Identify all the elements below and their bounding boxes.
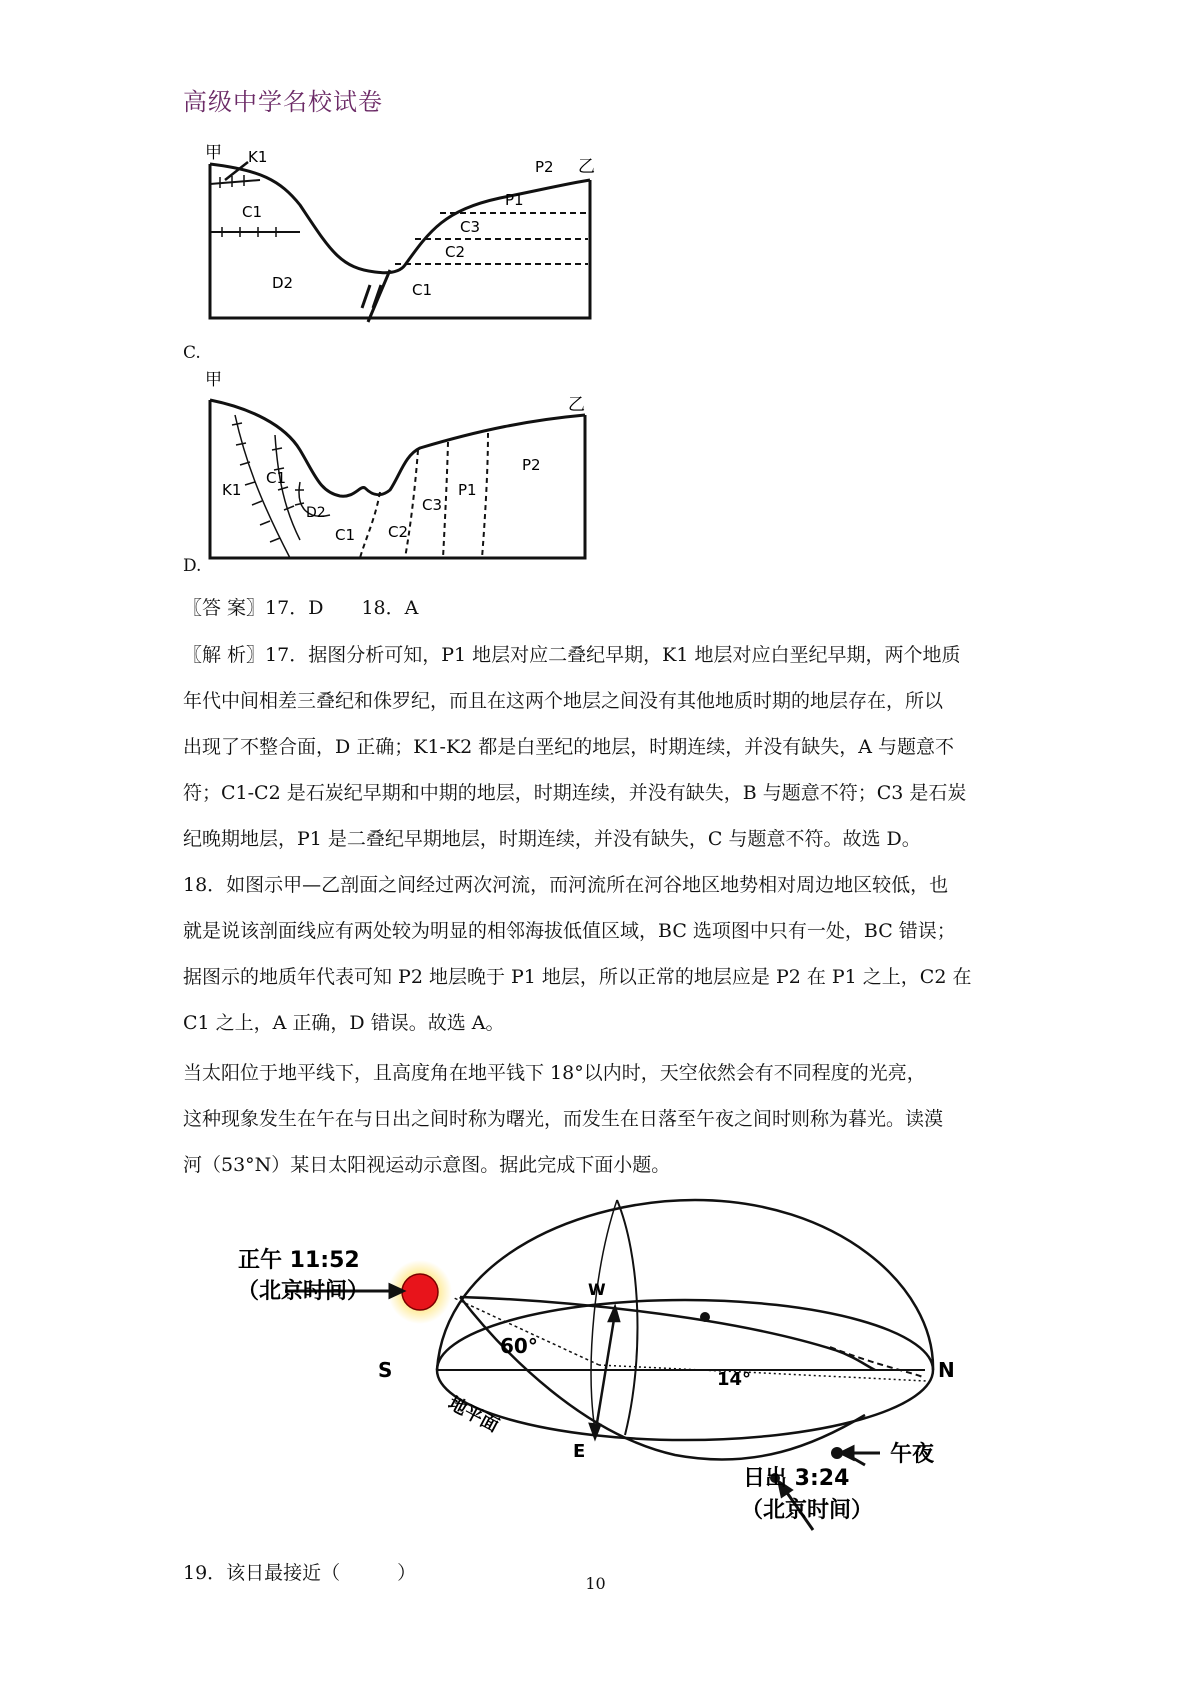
option-d-label: D. <box>183 556 202 576</box>
label-c1-right-c: C1 <box>412 281 433 299</box>
sunrise-sub-label: （北京时间） <box>741 1498 874 1523</box>
label-s: S <box>378 1358 393 1382</box>
sun-position-dot <box>700 1312 710 1322</box>
label-c2-c: C2 <box>445 243 466 261</box>
geologic-section-c <box>200 143 650 350</box>
analysis-line: 〖解 析〗17．据图分析可知，P1 地层对应二叠纪早期，K1 地层对应白垩纪早期，两个地质 <box>183 644 961 666</box>
label-c1-left-c: C1 <box>242 203 263 221</box>
label-p2-c: P2 <box>535 158 554 176</box>
label-d2-d: D2 <box>306 505 326 521</box>
label-p1-c: P1 <box>505 191 524 209</box>
intro-block <box>183 1050 1023 1188</box>
analysis-line: 年代中间相差三叠纪和侏罗纪，而且在这两个地层之间没有其他地质时期的地层存在，所以 <box>183 690 944 712</box>
analysis-block <box>183 632 1023 1046</box>
intro-line: 河（53°N）某日太阳视运动示意图。据此完成下面小题。 <box>183 1154 671 1176</box>
label-c1-left-d: C1 <box>266 469 287 487</box>
label-w: W <box>588 1280 606 1299</box>
page-header-title: 高级中学名校试卷 <box>183 88 383 116</box>
terrain-profile-c <box>210 164 590 273</box>
label-d2-c: D2 <box>272 274 294 292</box>
label-k1-d: K1 <box>222 481 242 499</box>
horizon-label: 地平面 <box>444 1392 503 1437</box>
noon-sub-label: （北京时间） <box>237 1279 370 1304</box>
analysis-line: 出现了不整合面，D 正确；K1-K2 都是白垩纪的地层，时期连续，并没有缺失，A 与题意不 <box>183 736 955 758</box>
label-e: E <box>573 1441 586 1462</box>
label-yi-c: 乙 <box>578 157 595 177</box>
analysis-line: C1 之上，A 正确，D 错误。故选 A。 <box>183 1012 505 1034</box>
analysis-line: 符；C1-C2 是石炭纪早期和中期的地层，时期连续，并没有缺失，B 与题意不符；C3 是石炭 <box>183 782 967 804</box>
label-c2-d: C2 <box>388 523 409 541</box>
label-yi-d: 乙 <box>568 395 585 415</box>
angle-60-label: 60° <box>500 1334 538 1358</box>
label-n: N <box>938 1358 955 1382</box>
option-c-label: C. <box>183 343 201 363</box>
midnight-label: 午夜 <box>890 1442 935 1467</box>
sun-icon <box>402 1274 438 1310</box>
question-line: 19．该日最接近（ ） <box>183 1562 417 1584</box>
analysis-line: 就是说该剖面线应有两处较为明显的相邻海拔低值区域，BC 选项图中只有一处，BC 错误； <box>183 920 956 942</box>
analysis-line: 纪晚期地层，P1 是二叠纪早期地层，时期连续，并没有缺失，C 与题意不符。故选 D。 <box>183 828 921 850</box>
answer-block <box>183 585 1023 631</box>
label-c3-c: C3 <box>460 218 481 236</box>
angle-14-label: 14° <box>717 1369 752 1390</box>
label-p1-d: P1 <box>458 481 477 499</box>
sun-path-dashed <box>830 1347 925 1378</box>
page-number: 10 <box>585 1574 606 1593</box>
label-k1-c: K1 <box>248 148 268 166</box>
analysis-line: 18．如图示甲—乙剖面之间经过两次河流，而河流所在河谷地区地势相对周边地区较低，也 <box>183 874 949 896</box>
sun-path-lower <box>460 1297 865 1459</box>
label-c3-d: C3 <box>422 496 443 514</box>
label-c1-mid-d: C1 <box>335 526 356 544</box>
intro-line: 当太阳位于地平线下，且高度角在地平钱下 18°以内时，天空依然会有不同程度的光亮， <box>183 1062 926 1084</box>
answer-line: 〖答 案〗17．D 18．A <box>183 597 419 619</box>
label-jia-c: 甲 <box>205 143 222 163</box>
label-p2-d: P2 <box>522 456 541 474</box>
intro-line: 这种现象发生在午在与日出之间时称为曙光，而发生在日落至午夜之间时则称为暮光。读漠 <box>183 1108 944 1130</box>
geologic-section-d <box>200 370 640 570</box>
section-box-c <box>210 164 590 318</box>
label-jia-d: 甲 <box>205 370 222 390</box>
sun-path-diagram <box>237 1195 965 1525</box>
analysis-line: 据图示的地质年代表可知 P2 地层晚于 P1 地层，所以正常的地层应是 P2 在 P1 之上，C2 在 <box>183 966 972 988</box>
noon-label: 正午 11:52 <box>238 1248 360 1273</box>
sunrise-label: 日出 3:24 <box>743 1466 850 1491</box>
